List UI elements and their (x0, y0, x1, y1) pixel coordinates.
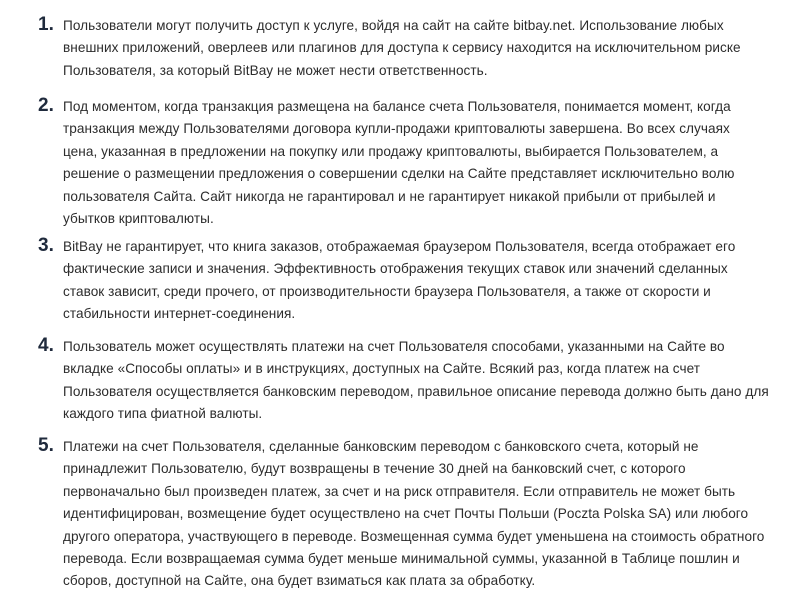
item-text (63, 336, 799, 426)
text-line: перевода. Если возвращаемая сумма будет меньше минимальной суммы, указанной в Таблице пошлин и (63, 551, 740, 567)
text-line: ставок зависит, среди прочего, от производительности браузера Пользователя, а также от скорости и (63, 283, 711, 299)
item-number: 5. (38, 435, 54, 456)
text-line: убытков криптовалюты. (63, 211, 214, 227)
text-line: сборов, доступной на Сайте, она будет взиматься как плата за обработку. (63, 573, 536, 589)
text-line: вкладке «Способы оплаты» и в инструкциях, доступных на Сайте. Всякий раз, когда платеж на счет (63, 361, 701, 377)
item-number: 3. (38, 235, 54, 256)
text-line: Пользователя осуществляется банковским переводом, правильное описание перевода должно быть дано для (63, 383, 769, 399)
item-number: 1. (38, 14, 54, 35)
text-line: другого оператора, участвующего в переводе. Возмещенная сумма будет уменьшена на стоимость обратного (63, 528, 765, 544)
item-number: 4. (38, 335, 54, 356)
item-text (63, 96, 799, 230)
text-line: Пользователь может осуществлять платежи на счет Пользователя способами, указанными на Сайте во (63, 339, 725, 354)
item-number: 2. (38, 95, 54, 116)
text-line: фактические записи и значения. Эффективность отображения текущих ставок или значений сделанных (63, 261, 728, 277)
text-line: BitBay не гарантирует, что книга заказов, отображаемая браузером Пользователя, всегда отображает его (63, 239, 736, 254)
text-line: Под моментом, когда транзакция размещена на балансе счета Пользователя, понимается момент, когда (63, 99, 731, 114)
item-text (63, 436, 799, 593)
text-line: транзакция между Пользователями договора купли-продажи криптовалюты завершена. Во всех случаях (63, 121, 730, 137)
text-line: идентифицирован, возмещение будет осуществлено на счет Почты Польши (Poczta Polska SA) или любого (63, 506, 749, 522)
text-line: стабильности интернет-соединения. (63, 306, 296, 322)
text-line: решение о размещении предложения о совершении сделки на Сайте представляет исключительно волю (63, 166, 735, 182)
item-text (63, 15, 799, 82)
text-line: Пользователи могут получить доступ к услуге, войдя на сайт на сайте bitbay.net. Использование любых (63, 18, 724, 33)
text-line: цена, указанная в предложении на покупку или продажу криптовалюты, выбирается Пользователем, а (63, 143, 719, 159)
text-line: пользователя Сайта. Сайт никогда не гарантировал и не гарантирует никакой прибыли от прибылей и (63, 188, 716, 204)
text-line: каждого типа фиатной валюты. (63, 406, 263, 422)
text-line: внешних приложений, оверлеев или плагинов для доступа к сервису находится на исключительном риске (63, 40, 741, 56)
text-line: Пользователя, за который BitBay не может нести ответственность. (63, 62, 488, 78)
text-line: первоначально был произведен платеж, за счет и на риск отправителя. Если отправитель не может быть (63, 483, 736, 499)
item-text (63, 236, 799, 326)
text-line: принадлежит Пользователю, будут возвращены в течение 30 дней на банковский счет, с которого (63, 461, 686, 477)
text-line: Платежи на счет Пользователя, сделанные банковским переводом с банковского счета, который не (63, 439, 699, 454)
